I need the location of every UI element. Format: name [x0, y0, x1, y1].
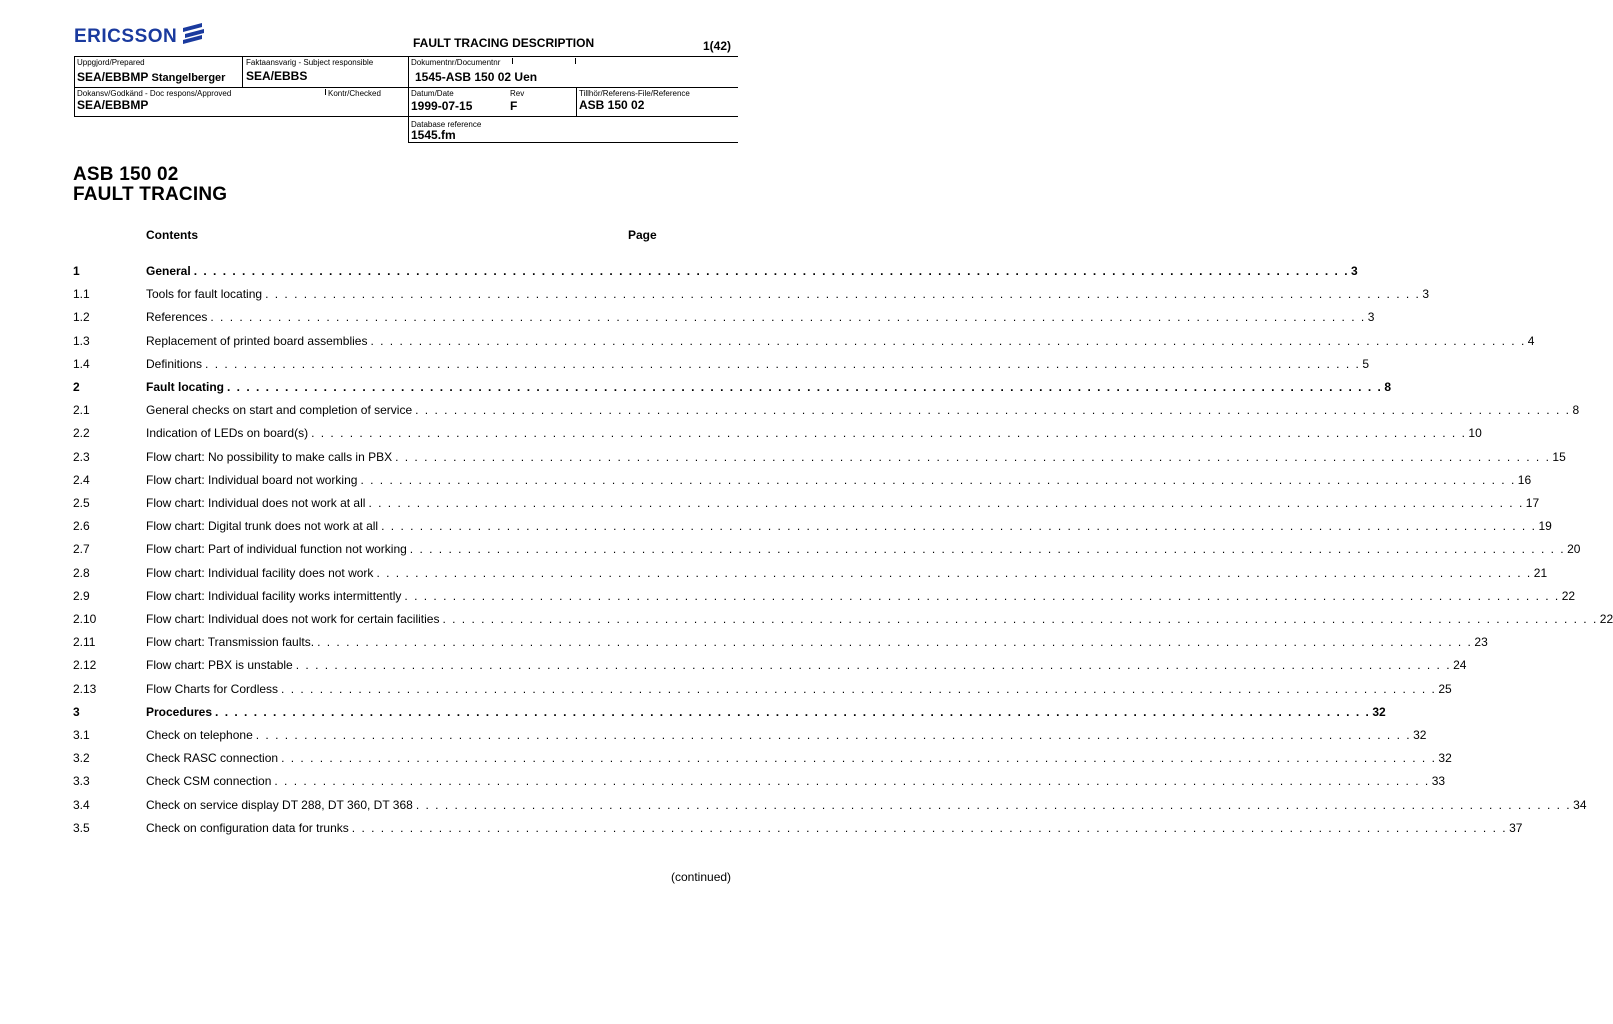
rev-label: Rev — [510, 89, 525, 98]
toc-entry-number: 3.3 — [73, 774, 90, 788]
page-column-heading: Page — [628, 228, 657, 242]
toc-entry-line — [146, 612, 1613, 626]
toc-entry-line — [146, 310, 1375, 324]
checked-label: Kontr/Checked — [328, 89, 381, 98]
toc-entry[interactable] — [73, 566, 1548, 582]
toc-entry-page: 20 — [1567, 542, 1581, 556]
toc-leader-dots: . . . . . . . . . . . . . . . . . . . . . . . . . . . . . . . . . . . . . . . . . . . . . . . . . . . . . . . . . . . . . . . . . . . . . . . . . . . . . . . . . . . . . . . . . . . . . . . . . . . . . . . . . . . . . . . . . . . . . . . . — [317, 635, 1473, 649]
toc-entry[interactable] — [73, 519, 1552, 535]
prepared-label: Uppgjord/Prepared — [77, 58, 145, 67]
toc-entry[interactable] — [73, 821, 1523, 837]
toc-entry-number: 1.3 — [73, 334, 90, 348]
toc-entry-line — [146, 450, 1566, 464]
document-number-value: 1545-ASB 150 02 Uen — [415, 70, 538, 84]
toc-leader-dots: . . . . . . . . . . . . . . . . . . . . . . . . . . . . . . . . . . . . . . . . . . . . . . . . . . . . . . . . . . . . . . . . . . . . . . . . . . . . . . . . . . . . . . . . . . . . . . . . . . . . . . . . . . . . . . . . . . . . . . . . — [281, 751, 1437, 765]
toc-entry-line — [146, 287, 1430, 301]
toc-entry-title: Flow chart: Individual facility does not work — [146, 566, 374, 580]
toc-entry[interactable] — [73, 473, 1532, 489]
toc-entry[interactable] — [73, 728, 1427, 744]
toc-entry-page: 17 — [1525, 496, 1540, 510]
toc-entry[interactable] — [73, 403, 1580, 419]
toc-entry[interactable] — [73, 798, 1587, 814]
date-value: 1999-07-15 — [411, 99, 473, 113]
toc-entry-page: 3 — [1367, 310, 1375, 324]
toc-entry-line — [146, 821, 1523, 835]
toc-entry-page: 8 — [1384, 380, 1392, 394]
toc-entry-page: 19 — [1538, 519, 1552, 533]
toc-entry[interactable] — [73, 774, 1446, 790]
toc-entry-number: 3.5 — [73, 821, 90, 835]
toc-entry-page: 23 — [1474, 635, 1488, 649]
toc-entry-title: Check on service display DT 288, DT 360, DT 368 — [146, 798, 413, 812]
toc-entry-title: Flow chart: Digital trunk does not work at all — [146, 519, 379, 533]
document-number-label: Dokumentnr/Documentnr — [411, 58, 501, 67]
toc-leader-dots: . . . . . . . . . . . . . . . . . . . . . . . . . . . . . . . . . . . . . . . . . . . . . . . . . . . . . . . . . . . . . . . . . . . . . . . . . . . . . . . . . . . . . . . . . . . . . . . . . . . . . . . . . . . . . . . . . . . . . . . . — [404, 589, 1560, 603]
toc-entry-line — [146, 658, 1467, 672]
prepared-unit: SEA/EBBMP — [77, 70, 149, 84]
toc-leader-dots: . . . . . . . . . . . . . . . . . . . . . . . . . . . . . . . . . . . . . . . . . . . . . . . . . . . . . . . . . . . . . . . . . . . . . . . . . . . . . . . . . . . . . . . . . . . . . . . . . . . . . . . . . . . . . . . . . . . . . . . . — [255, 728, 1412, 742]
database-reference-value: 1545.fm — [411, 128, 456, 142]
toc-leader-dots: . . . . . . . . . . . . . . . . . . . . . . . . . . . . . . . . . . . . . . . . . . . . . . . . . . . . . . . . . . . . . . . . . . . . . . . . . . . . . . . . . . . . . . . . . . . . . . . . . . . . . . . . . . . . . . . . . . . . . . . . — [205, 357, 1361, 371]
page-number: 1(42) — [703, 39, 732, 53]
toc-entry-line — [146, 728, 1427, 742]
toc-entry-title: Flow chart: Individual facility works intermittently — [146, 589, 402, 603]
approved-value: SEA/EBBMP — [77, 98, 149, 112]
toc-entry[interactable] — [73, 450, 1566, 466]
toc-entry-number: 2.10 — [73, 612, 97, 626]
toc-entry-line — [146, 357, 1370, 371]
toc-entry-page: 33 — [1431, 774, 1446, 788]
company-logo-text: ERICSSON — [74, 26, 178, 47]
toc-entry-title: Flow chart: Individual does not work for certain facilities — [146, 612, 440, 626]
toc-entry-title: Check CSM connection — [146, 774, 272, 788]
toc-entry-page: 4 — [1527, 334, 1535, 348]
toc-leader-dots: . . . . . . . . . . . . . . . . . . . . . . . . . . . . . . . . . . . . . . . . . . . . . . . . . . . . . . . . . . . . . . . . . . . . . . . . . . . . . . . . . . . . . . . . . . . . . . . . . . . . . . . . . . . . . . . . . . . . . . . . — [311, 426, 1467, 440]
toc-entry-page: 32 — [1438, 751, 1452, 765]
toc-entry-title: Flow chart: No possibility to make calls in PBX — [146, 450, 393, 464]
toc-entry[interactable] — [73, 264, 1358, 280]
toc-entry-number: 2.7 — [73, 542, 90, 556]
toc-entry[interactable] — [73, 380, 1392, 396]
toc-entry[interactable] — [73, 705, 1386, 721]
toc-entry-page: 3 — [1422, 287, 1430, 301]
toc-entry[interactable] — [73, 426, 1482, 442]
toc-entry-page: 37 — [1509, 821, 1523, 835]
reference-value: ASB 150 02 — [579, 98, 645, 112]
toc-entry-number: 1.1 — [73, 287, 90, 301]
toc-entry-number: 2 — [73, 380, 80, 394]
toc-entry-number: 2.13 — [73, 682, 97, 696]
ericsson-logo-icon — [180, 22, 206, 46]
toc-entry-number: 2.8 — [73, 566, 90, 580]
toc-entry-title: Definitions — [146, 357, 203, 371]
toc-entry[interactable] — [73, 496, 1540, 512]
toc-entry-title: Check on configuration data for trunks — [146, 821, 349, 835]
toc-entry-page: 32 — [1413, 728, 1427, 742]
toc-entry-line — [146, 426, 1482, 440]
toc-entry-title: General — [146, 264, 191, 278]
toc-entry-line — [146, 774, 1446, 788]
toc-entry-line — [146, 496, 1540, 510]
toc-leader-dots: . . . . . . . . . . . . . . . . . . . . . . . . . . . . . . . . . . . . . . . . . . . . . . . . . . . . . . . . . . . . . . . . . . . . . . . . . . . . . . . . . . . . . . . . . . . . . . . . . . . . . . . . . . . . . . . . . . . . . . . . — [193, 264, 1350, 278]
toc-entry-title: Replacement of printed board assemblies — [146, 334, 368, 348]
toc-leader-dots: . . . . . . . . . . . . . . . . . . . . . . . . . . . . . . . . . . . . . . . . . . . . . . . . . . . . . . . . . . . . . . . . . . . . . . . . . . . . . . . . . . . . . . . . . . . . . . . . . . . . . . . . . . . . . . . . . . . . . . . . — [274, 774, 1430, 788]
toc-entry-title: References — [146, 310, 208, 324]
toc-entry[interactable] — [73, 310, 1375, 326]
toc-entry-number: 2.2 — [73, 426, 90, 440]
responsible-label: Faktaansvarig - Subject responsible — [246, 58, 374, 67]
toc-entry[interactable] — [73, 612, 1613, 628]
continued-note: (continued) — [671, 870, 732, 884]
toc-leader-dots: . . . . . . . . . . . . . . . . . . . . . . . . . . . . . . . . . . . . . . . . . . . . . . . . . . . . . . . . . . . . . . . . . . . . . . . . . . . . . . . . . . . . . . . . . . . . . . . . . . . . . . . . . . . . . . . . . . . . . . . . — [368, 496, 1524, 510]
toc-entry-number: 2.1 — [73, 403, 90, 417]
toc-entry[interactable] — [73, 682, 1452, 698]
toc-leader-dots: . . . . . . . . . . . . . . . . . . . . . . . . . . . . . . . . . . . . . . . . . . . . . . . . . . . . . . . . . . . . . . . . . . . . . . . . . . . . . . . . . . . . . . . . . . . . . . . . . . . . . . . . . . . . . . . . . . . . . . . . — [395, 450, 1551, 464]
toc-entry-title: Tools for fault locating — [146, 287, 263, 301]
toc-entry-title: Flow Charts for Cordless — [146, 682, 279, 696]
toc-leader-dots: . . . . . . . . . . . . . . . . . . . . . . . . . . . . . . . . . . . . . . . . . . . . . . . . . . . . . . . . . . . . . . . . . . . . . . . . . . . . . . . . . . . . . . . . . . . . . . . . . . . . . . . . . . . . . . . . . . . . . . . . — [409, 542, 1566, 556]
toc-entry-page: 32 — [1372, 705, 1386, 719]
toc-entry-page: 21 — [1533, 566, 1548, 580]
toc-entry[interactable] — [73, 542, 1581, 558]
toc-entry-title: Indication of LEDs on board(s) — [146, 426, 309, 440]
reference-label: Tillhör/Referens-File/Reference — [579, 89, 690, 98]
toc-leader-dots: . . . . . . . . . . . . . . . . . . . . . . . . . . . . . . . . . . . . . . . . . . . . . . . . . . . . . . . . . . . . . . . . . . . . . . . . . . . . . . . . . . . . . . . . . . . . . . . . . . . . . . . . . . . . . . . . . . . . . . . . — [370, 334, 1526, 348]
toc-entry-page: 34 — [1573, 798, 1587, 812]
prepared-value — [77, 70, 225, 84]
toc-entry[interactable] — [73, 287, 1430, 303]
toc-entry-line — [146, 473, 1532, 487]
toc-leader-dots: . . . . . . . . . . . . . . . . . . . . . . . . . . . . . . . . . . . . . . . . . . . . . . . . . . . . . . . . . . . . . . . . . . . . . . . . . . . . . . . . . . . . . . . . . . . . . . . . . . . . . . . . . . . . . . . . . . . . . . . . — [227, 380, 1383, 394]
document-type: FAULT TRACING DESCRIPTION — [413, 36, 595, 50]
toc-entry-number: 1 — [73, 264, 80, 278]
toc-entry-number: 2.4 — [73, 473, 90, 487]
date-label: Datum/Date — [411, 89, 454, 98]
toc-leader-dots: . . . . . . . . . . . . . . . . . . . . . . . . . . . . . . . . . . . . . . . . . . . . . . . . . . . . . . . . . . . . . . . . . . . . . . . . . . . . . . . . . . . . . . . . . . . . . . . . . . . . . . . . . . . . . . . . . . . . . . . . — [265, 287, 1421, 301]
toc-entry-number: 2.12 — [73, 658, 97, 672]
toc-entry-line — [146, 798, 1587, 812]
document-title-line2: FAULT TRACING — [73, 184, 228, 205]
toc-entry-number: 2.9 — [73, 589, 90, 603]
toc-leader-dots: . . . . . . . . . . . . . . . . . . . . . . . . . . . . . . . . . . . . . . . . . . . . . . . . . . . . . . . . . . . . . . . . . . . . . . . . . . . . . . . . . . . . . . . . . . . . . . . . . . . . . . . . . . . . . . . . . . . . . . . . — [360, 473, 1516, 487]
responsible-value: SEA/EBBS — [246, 69, 308, 83]
toc-leader-dots: . . . . . . . . . . . . . . . . . . . . . . . . . . . . . . . . . . . . . . . . . . . . . . . . . . . . . . . . . . . . . . . . . . . . . . . . . . . . . . . . . . . . . . . . . . . . . . . . . . . . . . . . . . . . . . . . . . . . . . . . — [381, 519, 1537, 533]
toc-entry-title: Flow chart: PBX is unstable — [146, 658, 293, 672]
database-reference-label: Database reference — [411, 120, 482, 129]
toc-entry-number: 2.6 — [73, 519, 90, 533]
toc-entry-page: 5 — [1362, 357, 1370, 371]
toc-leader-dots: . . . . . . . . . . . . . . . . . . . . . . . . . . . . . . . . . . . . . . . . . . . . . . . . . . . . . . . . . . . . . . . . . . . . . . . . . . . . . . . . . . . . . . . . . . . . . . . . . . . . . . . . . . . . . . . . . . . . . . . . — [351, 821, 1508, 835]
toc-entry-number: 3 — [73, 705, 80, 719]
toc-leader-dots: . . . . . . . . . . . . . . . . . . . . . . . . . . . . . . . . . . . . . . . . . . . . . . . . . . . . . . . . . . . . . . . . . . . . . . . . . . . . . . . . . . . . . . . . . . . . . . . . . . . . . . . . . . . . . . . . . . . . . . . . — [295, 658, 1452, 672]
toc-entry-line — [146, 705, 1386, 719]
toc-entry-number: 2.5 — [73, 496, 90, 510]
rev-value: F — [510, 99, 518, 113]
toc-entry-number: 1.4 — [73, 357, 90, 371]
toc-entry-line — [146, 403, 1580, 417]
toc-entry-line — [146, 542, 1581, 556]
toc-entry-title: Check on telephone — [146, 728, 253, 742]
toc-leader-dots: . . . . . . . . . . . . . . . . . . . . . . . . . . . . . . . . . . . . . . . . . . . . . . . . . . . . . . . . . . . . . . . . . . . . . . . . . . . . . . . . . . . . . . . . . . . . . . . . . . . . . . . . . . . . . . . . . . . . . . . . — [442, 612, 1598, 626]
toc-entry-line — [146, 751, 1452, 765]
toc-entry-line — [146, 566, 1548, 580]
document-title-line1: ASB 150 02 — [73, 164, 179, 185]
toc-entry-number: 3.4 — [73, 798, 90, 812]
toc-entry[interactable] — [73, 635, 1488, 651]
toc-entry-number: 3.2 — [73, 751, 90, 765]
toc-entry-page: 25 — [1438, 682, 1452, 696]
toc-leader-dots: . . . . . . . . . . . . . . . . . . . . . . . . . . . . . . . . . . . . . . . . . . . . . . . . . . . . . . . . . . . . . . . . . . . . . . . . . . . . . . . . . . . . . . . . . . . . . . . . . . . . . . . . . . . . . . . . . . . . . . . . — [281, 682, 1437, 696]
toc-entry-line — [146, 682, 1452, 696]
toc-entry-page: 3 — [1351, 264, 1358, 278]
toc-entry-line — [146, 264, 1358, 278]
toc-entry-line — [146, 519, 1552, 533]
toc-entry[interactable] — [73, 751, 1452, 767]
toc-entry[interactable] — [73, 357, 1370, 373]
toc-entry-title: Flow chart: Part of individual function not working — [146, 542, 407, 556]
toc-entry-title: Flow chart: Individual does not work at all — [146, 496, 366, 510]
toc-entry-number: 2.11 — [73, 635, 96, 649]
toc-entry-page: 8 — [1572, 403, 1580, 417]
approved-label: Dokansv/Godkänd - Doc respons/Approved — [77, 89, 232, 98]
toc-entry[interactable] — [73, 334, 1535, 350]
toc-entry-title: General checks on start and completion of service — [146, 403, 413, 417]
toc-entry-page: 22 — [1599, 612, 1613, 626]
toc-entry-number: 2.3 — [73, 450, 90, 464]
prepared-name: Stangelberger — [151, 72, 226, 84]
toc-entry-number: 3.1 — [73, 728, 90, 742]
toc-entry-number: 1.2 — [73, 310, 90, 324]
toc-entry[interactable] — [73, 658, 1467, 674]
toc-leader-dots: . . . . . . . . . . . . . . . . . . . . . . . . . . . . . . . . . . . . . . . . . . . . . . . . . . . . . . . . . . . . . . . . . . . . . . . . . . . . . . . . . . . . . . . . . . . . . . . . . . . . . . . . . . . . . . . . . . . . . . . . — [210, 310, 1366, 324]
toc-leader-dots: . . . . . . . . . . . . . . . . . . . . . . . . . . . . . . . . . . . . . . . . . . . . . . . . . . . . . . . . . . . . . . . . . . . . . . . . . . . . . . . . . . . . . . . . . . . . . . . . . . . . . . . . . . . . . . . . . . . . . . . . — [415, 798, 1572, 812]
toc-entry-line — [146, 334, 1535, 348]
toc-entry-title: Check RASC connection — [146, 751, 279, 765]
toc-entry-page: 16 — [1517, 473, 1532, 487]
toc-entry-title: Flow chart: Transmission faults. — [146, 635, 315, 649]
toc-leader-dots: . . . . . . . . . . . . . . . . . . . . . . . . . . . . . . . . . . . . . . . . . . . . . . . . . . . . . . . . . . . . . . . . . . . . . . . . . . . . . . . . . . . . . . . . . . . . . . . . . . . . . . . . . . . . . . . . . . . . . . . . — [415, 403, 1571, 417]
toc-entry-line — [146, 589, 1576, 603]
toc-entry-title: Procedures — [146, 705, 213, 719]
toc-entry-title: Fault locating — [146, 380, 224, 394]
toc-entry-page: 22 — [1561, 589, 1576, 603]
contents-heading: Contents — [146, 228, 198, 242]
toc-entry-title: Flow chart: Individual board not working — [146, 473, 358, 487]
toc-entry-page: 15 — [1552, 450, 1566, 464]
toc-entry-line — [146, 380, 1392, 394]
toc-entry-line — [146, 635, 1488, 649]
toc-entry[interactable] — [73, 589, 1576, 605]
toc-entry-page: 24 — [1453, 658, 1467, 672]
toc-leader-dots: . . . . . . . . . . . . . . . . . . . . . . . . . . . . . . . . . . . . . . . . . . . . . . . . . . . . . . . . . . . . . . . . . . . . . . . . . . . . . . . . . . . . . . . . . . . . . . . . . . . . . . . . . . . . . . . . . . . . . . . . — [215, 705, 1371, 719]
toc-leader-dots: . . . . . . . . . . . . . . . . . . . . . . . . . . . . . . . . . . . . . . . . . . . . . . . . . . . . . . . . . . . . . . . . . . . . . . . . . . . . . . . . . . . . . . . . . . . . . . . . . . . . . . . . . . . . . . . . . . . . . . . . — [376, 566, 1532, 580]
toc-entry-page: 10 — [1468, 426, 1482, 440]
